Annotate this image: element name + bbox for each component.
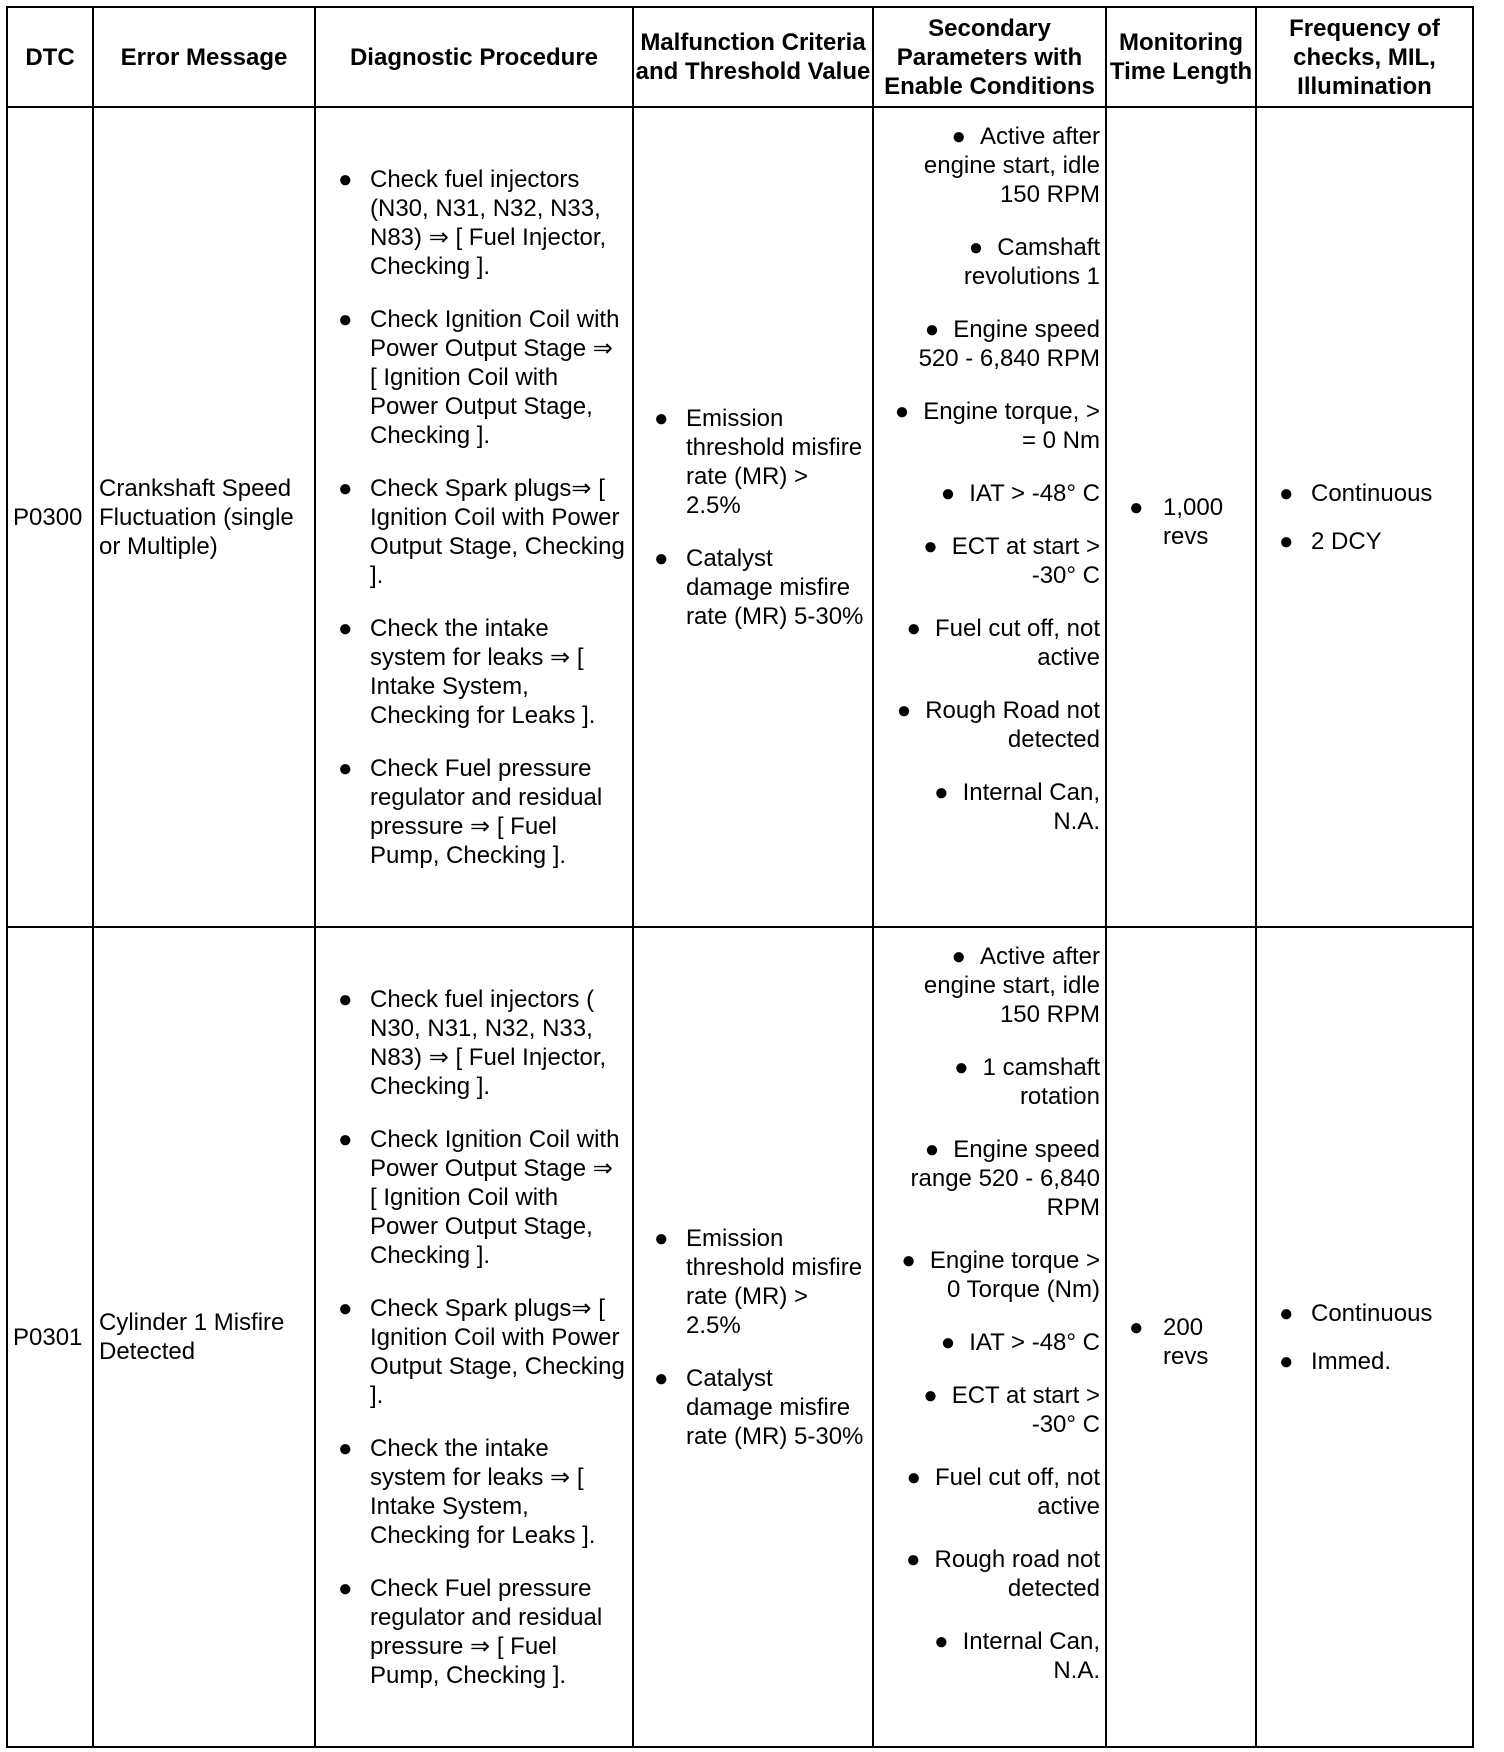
list-item — [338, 1574, 626, 1690]
list-item — [338, 1125, 626, 1270]
list-item — [888, 778, 1100, 836]
bullet-icon: ● — [338, 1294, 353, 1322]
secondary-parameters-cell — [873, 927, 1106, 1747]
list-item — [888, 1135, 1100, 1222]
bullet-icon: ● — [1279, 1347, 1294, 1375]
secondary-text: Rough Road not detected — [925, 697, 1100, 753]
monitoring-time-cell — [1106, 927, 1256, 1747]
secondary-text: Engine speed 520 - 6,840 RPM — [918, 316, 1100, 372]
procedure-text: Check the intake system for leaks ⇒ [ Intake System, Checking for Leaks ]. — [370, 614, 596, 729]
bullet-icon: ● — [654, 544, 669, 572]
bullet-icon: ● — [934, 779, 949, 806]
dtc-code: P0301 — [7, 927, 93, 1747]
bullet-icon: ● — [338, 614, 353, 642]
secondary-text: Rough road not detected — [934, 1546, 1100, 1602]
list-item — [888, 696, 1100, 754]
secondary-text: Internal Can, N.A. — [962, 779, 1100, 835]
frequency-cell — [1256, 107, 1473, 927]
secondary-text: Engine torque, > = 0 Nm — [923, 398, 1100, 454]
bullet-icon: ● — [654, 404, 669, 432]
list-item — [338, 305, 626, 450]
procedure-text: Check fuel injectors ( N30, N31, N32, N33, N83) ⇒ [ Fuel Injector, Checking ]. — [370, 985, 607, 1100]
bullet-icon: ● — [654, 1364, 669, 1392]
bullet-icon: ● — [338, 165, 353, 193]
list-item — [338, 614, 626, 730]
bullet-icon: ● — [906, 1464, 921, 1491]
list-item — [888, 479, 1100, 508]
monitoring-list — [1107, 1313, 1255, 1371]
procedure-list — [316, 985, 632, 1690]
bullet-icon: ● — [338, 474, 353, 502]
list-item — [654, 404, 866, 520]
header-row — [7, 7, 1473, 107]
secondary-text: Fuel cut off, not active — [935, 615, 1100, 671]
bullet-icon: ● — [934, 1628, 949, 1655]
list-item — [888, 1463, 1100, 1521]
header-dtc: DTC — [7, 7, 93, 107]
header-monitoring-time: Monitoring Time Length — [1106, 7, 1256, 107]
secondary-text: IAT > -48° C — [969, 1329, 1100, 1356]
list-item — [1129, 493, 1249, 551]
monitoring-list — [1107, 493, 1255, 551]
bullet-icon: ● — [923, 533, 938, 560]
frequency-cell — [1256, 927, 1473, 1747]
list-item — [888, 1381, 1100, 1439]
list-item — [1129, 1313, 1249, 1371]
list-item — [888, 1053, 1100, 1111]
bullet-icon: ● — [1279, 1299, 1294, 1327]
table-row — [7, 107, 1473, 927]
procedure-list — [316, 165, 632, 870]
secondary-list — [874, 928, 1105, 1705]
list-item — [888, 122, 1100, 209]
list-item — [338, 1434, 626, 1550]
bullet-icon: ● — [1279, 479, 1294, 507]
list-item — [338, 165, 626, 281]
bullet-icon: ● — [901, 1247, 916, 1274]
secondary-text: Camshaft revolutions 1 — [963, 234, 1100, 290]
list-item — [654, 544, 866, 631]
procedure-text: Check Ignition Coil with Power Output Stage ⇒ [ Ignition Coil with Power Output Stage, Checking ]. — [370, 305, 620, 449]
bullet-icon: ● — [338, 985, 353, 1013]
bullet-icon: ● — [896, 697, 912, 724]
malfunction-criteria-cell — [633, 927, 873, 1747]
monitoring-text: 200 revs — [1163, 1314, 1209, 1370]
criteria-text: Catalyst damage misfire rate (MR) 5-30% — [686, 544, 864, 630]
list-item — [888, 1246, 1100, 1304]
list-item — [338, 474, 626, 590]
list-item — [338, 1294, 626, 1410]
list-item — [888, 233, 1100, 291]
criteria-list — [634, 404, 872, 631]
header-frequency: Frequency of checks, MIL, Illumination — [1256, 7, 1473, 107]
list-item — [888, 1545, 1100, 1603]
list-item — [888, 1627, 1100, 1685]
list-item — [888, 397, 1100, 455]
procedure-text: Check the intake system for leaks ⇒ [ Intake System, Checking for Leaks ]. — [370, 1434, 596, 1549]
bullet-icon: ● — [1129, 1314, 1144, 1341]
bullet-icon: ● — [894, 398, 910, 425]
list-item — [888, 315, 1100, 373]
list-item — [888, 532, 1100, 590]
list-item — [654, 1364, 866, 1451]
header-malfunction-criteria: Malfunction Criteria and Threshold Value — [633, 7, 873, 107]
bullet-icon: ● — [906, 615, 921, 642]
list-item — [1279, 1299, 1466, 1328]
frequency-text: Continuous — [1311, 1299, 1433, 1327]
secondary-text: ECT at start > -30° C — [951, 1382, 1100, 1438]
dtc-table — [6, 6, 1474, 1748]
secondary-text: Fuel cut off, not active — [935, 1464, 1100, 1520]
secondary-text: Engine torque > 0 Torque (Nm) — [929, 1247, 1100, 1303]
monitoring-time-cell — [1106, 107, 1256, 927]
dtc-code: P0300 — [7, 107, 93, 927]
bullet-icon: ● — [1129, 494, 1144, 521]
bullet-icon: ● — [338, 1434, 353, 1462]
monitoring-text: 1,000 revs — [1163, 494, 1224, 550]
header-secondary-parameters: Secondary Parameters with Enable Conditions — [873, 7, 1106, 107]
bullet-icon: ● — [940, 1329, 956, 1356]
procedure-text: Check Ignition Coil with Power Output Stage ⇒ [ Ignition Coil with Power Output Stage, Checking ]. — [370, 1125, 620, 1269]
procedure-text: Check Spark plugs⇒ [ Ignition Coil with Power Output Stage, Checking ]. — [370, 1294, 625, 1409]
bullet-icon: ● — [924, 316, 940, 343]
bullet-icon: ● — [906, 1546, 921, 1573]
malfunction-criteria-cell — [633, 107, 873, 927]
bullet-icon: ● — [940, 480, 956, 507]
frequency-text: Continuous — [1311, 479, 1433, 507]
frequency-list — [1257, 1299, 1472, 1376]
procedure-text: Check Fuel pressure regulator and residual pressure ⇒ [ Fuel Pump, Checking ]. — [370, 754, 603, 869]
frequency-text: 2 DCY — [1311, 527, 1382, 555]
secondary-text: Engine speed range 520 - 6,840 RPM — [910, 1136, 1100, 1221]
list-item — [888, 942, 1100, 1029]
criteria-list — [634, 1224, 872, 1451]
frequency-list — [1257, 479, 1472, 556]
diagnostic-procedure-cell — [315, 927, 633, 1747]
secondary-text: Internal Can, N.A. — [962, 1628, 1100, 1684]
header-error-message: Error Message — [93, 7, 315, 107]
list-item — [1279, 1347, 1466, 1376]
bullet-icon: ● — [338, 1574, 353, 1602]
list-item — [888, 1328, 1100, 1357]
secondary-parameters-cell — [873, 107, 1106, 927]
bullet-icon: ● — [951, 943, 966, 970]
secondary-text: ECT at start > -30° C — [951, 533, 1100, 589]
bullet-icon: ● — [1279, 527, 1294, 555]
bullet-icon: ● — [338, 754, 353, 782]
bullet-icon: ● — [968, 234, 984, 261]
diagnostic-procedure-cell — [315, 107, 633, 927]
secondary-text: Active after engine start, idle 150 RPM — [923, 943, 1100, 1028]
bullet-icon: ● — [654, 1224, 669, 1252]
criteria-text: Catalyst damage misfire rate (MR) 5-30% — [686, 1364, 864, 1450]
list-item — [338, 985, 626, 1101]
secondary-text: Active after engine start, idle 150 RPM — [923, 123, 1100, 208]
secondary-text: IAT > -48° C — [969, 480, 1100, 507]
procedure-text: Check fuel injectors (N30, N31, N32, N33, N83) ⇒ [ Fuel Injector, Checking ]. — [370, 165, 607, 280]
error-message: Cylinder 1 Misfire Detected — [93, 927, 315, 1747]
list-item — [1279, 479, 1466, 508]
bullet-icon: ● — [951, 123, 966, 150]
list-item — [1279, 527, 1466, 556]
secondary-text: 1 camshaft rotation — [982, 1054, 1100, 1110]
procedure-text: Check Fuel pressure regulator and residual pressure ⇒ [ Fuel Pump, Checking ]. — [370, 1574, 603, 1689]
criteria-text: Emission threshold misfire rate (MR) > 2.5% — [686, 1224, 863, 1339]
bullet-icon: ● — [924, 1136, 940, 1163]
bullet-icon: ● — [338, 305, 353, 333]
error-message: Crankshaft Speed Fluctuation (single or Multiple) — [93, 107, 315, 927]
frequency-text: Immed. — [1311, 1347, 1392, 1375]
secondary-list — [874, 108, 1105, 856]
list-item — [888, 614, 1100, 672]
bullet-icon: ● — [923, 1382, 938, 1409]
bullet-icon: ● — [338, 1125, 353, 1153]
list-item — [338, 754, 626, 870]
criteria-text: Emission threshold misfire rate (MR) > 2.5% — [686, 404, 863, 519]
header-diagnostic-procedure: Diagnostic Procedure — [315, 7, 633, 107]
table-row — [7, 927, 1473, 1747]
bullet-icon: ● — [954, 1054, 969, 1081]
list-item — [654, 1224, 866, 1340]
procedure-text: Check Spark plugs⇒ [ Ignition Coil with Power Output Stage, Checking ]. — [370, 474, 625, 589]
